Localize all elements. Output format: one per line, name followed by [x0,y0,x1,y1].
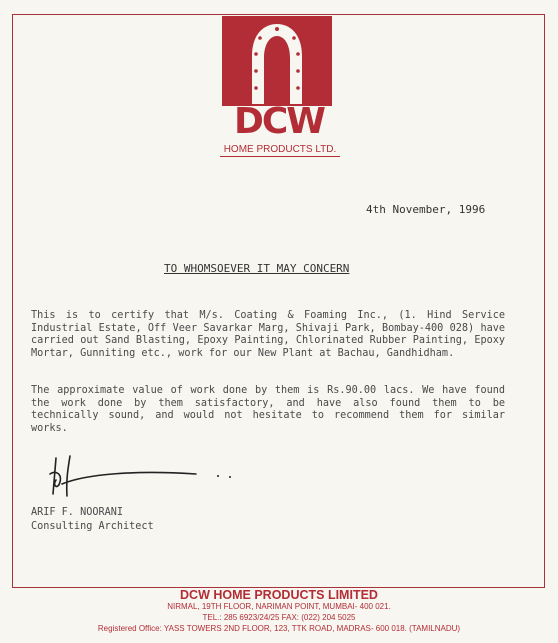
horseshoe-icon [222,16,332,106]
letter-paragraph-1: This is to certify that M/s. Coating & Foaming Inc., (1. Hind Service Industrial Estate, Off Veer Savarkar Marg, Shivaji Park, Bombay-400 028) have carried out Sand Blasting, Epoxy Painting, Chlorinated Rubber Painting, Epoxy Mortar, Gunniting etc., work for our New Plant at Bachau, Gandhidham. [31,310,505,359]
letter-heading: TO WHOMSOEVER IT MAY CONCERN [164,262,350,275]
logo-subtitle: HOME PRODUCTS LTD. [220,144,340,157]
logo-wordmark: DCW [233,101,324,142]
footer-company: DCW HOME PRODUCTS LIMITED [180,588,378,602]
letter-date: 4th November, 1996 [366,203,486,216]
signatory-title: Consulting Architect [31,521,154,532]
footer-contact: TEL.: 285 6923/24/25 FAX: (022) 204 5025 [202,613,356,622]
signatory-name: ARIF F. NOORANI [31,507,124,518]
signature-image [46,452,246,502]
company-logo [218,16,340,155]
footer-address: NIRMAL, 19TH FLOOR, NARIMAN POINT, MUMBAI- 400 021. [167,602,391,611]
signatory-block [31,506,154,534]
letter-paragraph-2: The approximate value of work done by them is Rs.90.00 lacs. We have found the work done by them satisfactory, and have also found them to be technically sound, and would not hesitate to recommend them for similar works. [31,385,505,434]
footer-registered-office: Registered Office: YASS TOWERS 2ND FLOOR, 123, TTK ROAD, MADRAS- 600 018. (TAMILNADU) [97,624,461,633]
